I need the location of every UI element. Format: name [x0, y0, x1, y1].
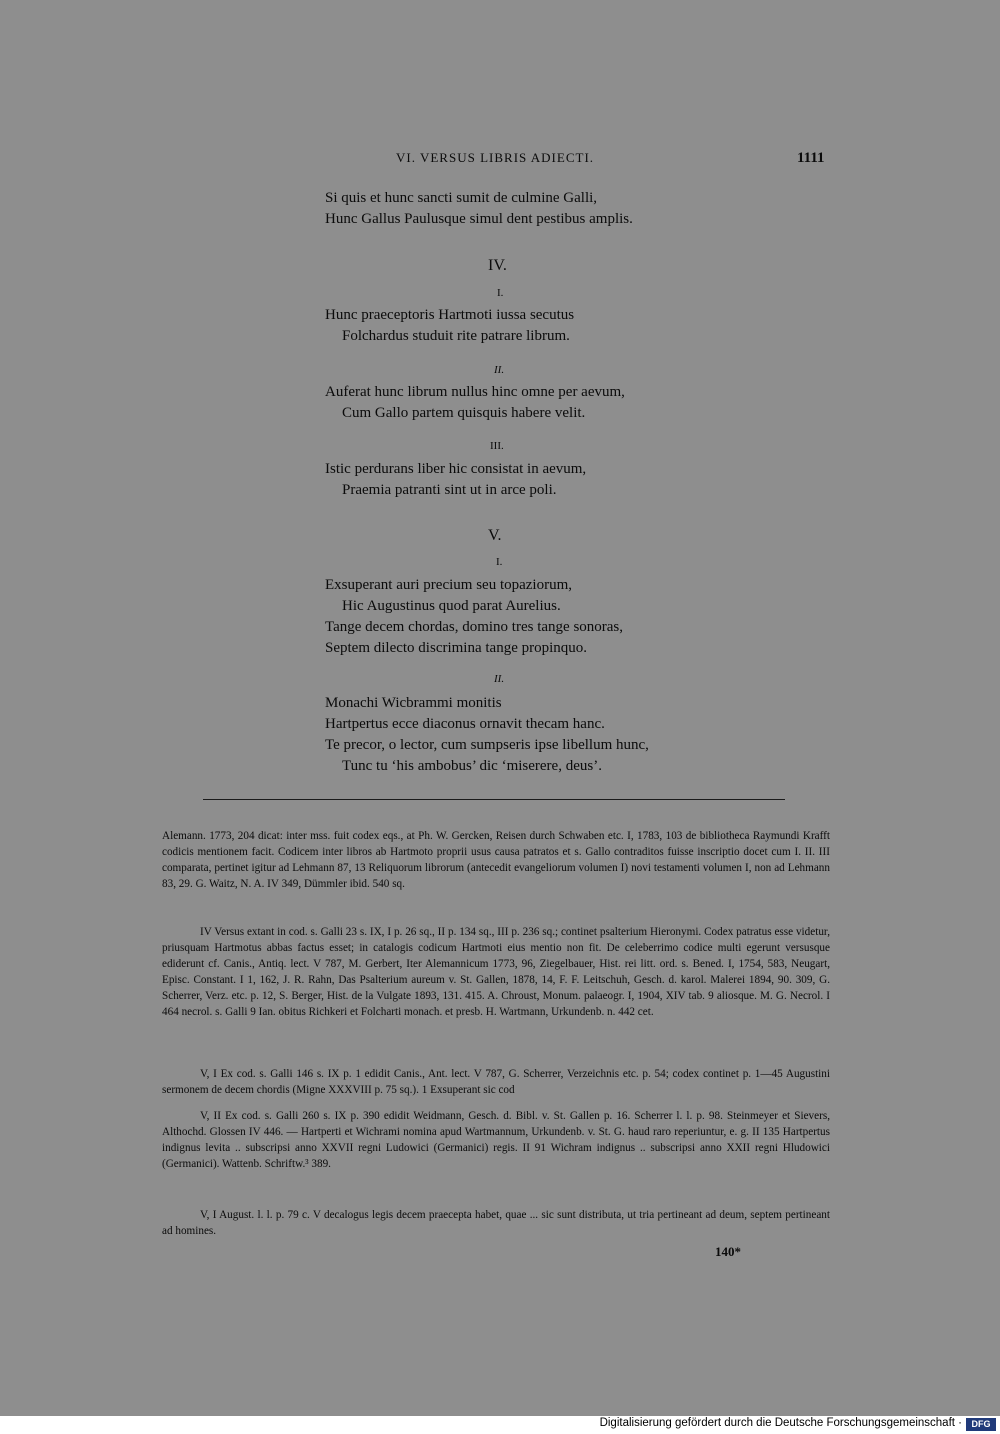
- verse-block: [325, 459, 586, 501]
- verse-line: Hic Augustinus quod parat Aurelius.: [342, 598, 561, 614]
- verse-line: Hartpertus ecce diaconus ornavit thecam hanc.: [325, 716, 605, 732]
- verse-line: Te precor, o lector, cum sumpseris ipse libellum hunc,: [325, 737, 649, 753]
- verse-line: Auferat hunc librum nullus hinc omne per aevum,: [325, 384, 625, 400]
- dfg-logo-icon[interactable]: DFG: [966, 1418, 996, 1431]
- page-number: 1111: [797, 150, 825, 166]
- verse-line: Istic perdurans liber hic consistat in aevum,: [325, 461, 587, 477]
- verse-line: Hunc Gallus Paulusque simul dent pestibus amplis.: [325, 211, 633, 227]
- verse-block: [325, 575, 623, 659]
- verse-block: [325, 693, 649, 777]
- verse-block-top: [325, 188, 633, 230]
- footnote-apparatus: [162, 1066, 830, 1098]
- verse-line: Septem dilecto discrimina tange propinquo.: [325, 640, 588, 656]
- verse-line: Tange decem chordas, domino tres tange sonoras,: [325, 619, 624, 635]
- poem-label: III.: [490, 440, 504, 452]
- footnote-paragraph: V, II Ex cod. s. Galli 260 s. IX p. 390 edidit Weidmann, Gesch. d. Bibl. v. St. Gallen p. 16. Scherrer l. l. p. 98. Steinmeyer et Sievers, Althochd. Glossen IV 446. — Hartperti et Wichrami nomina apud Wartmannum, Urkundenb. v. St. G. haud raro reperiuntur, e. g. II 135 Hartpertus indignus levita .. subscripsi anno XXVII regni Ludowici (Germanici) regis. II 91 Wichram indignus .. subscripsi anno XXII regni Hludowici (Germanici). Wattenb. Schriftw.³ 389.: [162, 1110, 830, 1170]
- running-head: VI. VERSUS LIBRIS ADIECTI.: [396, 150, 595, 165]
- verse-line: Praemia patranti sint ut in arce poli.: [342, 482, 557, 498]
- poem-label: II.: [494, 673, 505, 685]
- footnote-apparatus: [162, 828, 830, 892]
- poem-label: I.: [497, 287, 504, 299]
- verse-block: [325, 305, 574, 347]
- verse-line: Si quis et hunc sancti sumit de culmine Galli,: [325, 190, 598, 206]
- section-numeral: V.: [488, 527, 502, 544]
- signature-mark: 140*: [715, 1244, 741, 1259]
- verse-line: Monachi Wicbrammi monitis: [325, 695, 502, 711]
- footnote-apparatus: [162, 1108, 830, 1172]
- footnote-paragraph: V, I August. l. l. p. 79 c. V decalogus legis decem praecepta habet, quae ... sic sunt distributa, ut tria pertineant ad deum, septem pertineant ad homines.: [162, 1209, 830, 1237]
- footnote-paragraph: Alemann. 1773, 204 dicat: inter mss. fuit codex eqs., at Ph. W. Gercken, Reisen durch Schwaben etc. I, 1783, 103 de bibliotheca Raymundi Krafft codicis mentionem facit. Codicem inter libros ab Hartmoto proprii usus causa patratos et s. Gallo contraditos fuisse inscriptio docet cum I. II. III comparata, pertinet igitur ad Lehmann 87, 13 Reliquorum librorum (antecedit evangeliorum volumen I) novi testamenti volumen I, non ad Lehmann 83, 29. G. Waitz, N. A. IV 349, Dümmler ibid. 540 sq.: [162, 830, 830, 890]
- verse-line: Hunc praeceptoris Hartmoti iussa secutus: [325, 307, 575, 323]
- verse-block: [325, 382, 625, 424]
- verse-line: Cum Gallo partem quisquis habere velit.: [342, 405, 586, 421]
- verse-line: Folchardus studuit rite patrare librum.: [342, 328, 570, 344]
- poem-label: I.: [496, 556, 503, 568]
- verse-line: Tunc tu ‘his ambobus’ dic ‘miserere, deus’.: [342, 758, 602, 774]
- footnote-apparatus: [162, 1207, 830, 1239]
- footnote-paragraph: V, I Ex cod. s. Galli 146 s. IX p. 1 edidit Canis., Ant. lect. V 787, G. Scherrer, Verzeichnis etc. p. 54; codex continet p. 1—45 Augustini sermonem de decem chordis (Migne XXXVIII p. 75 sq.). 1 Exsuperant sic cod: [162, 1068, 830, 1096]
- section-numeral: IV.: [488, 257, 507, 274]
- verse-line: Exsuperant auri precium seu topaziorum,: [325, 577, 573, 593]
- footnote-apparatus: [162, 924, 830, 1020]
- footnote-paragraph: IV Versus extant in cod. s. Galli 23 s. IX, I p. 26 sq., II p. 134 sq., III p. 236 sq.; continet psalterium Hieronymi. Codex patratus esse videtur, priusquam Hartmotus abbas factus esset; in catalogis codicum Hartmoti eius mentio non fit. De celeberrimo codice multi egerunt versusque ediderunt cf. Canis., Antiq. lect. V 787, M. Gerbert, Iter Alemannicum 1773, 96, Ziegelbauer, Hist. rei litt. ord. s. Bened. I, 1754, 583, Neugart, Episc. Constant. I 1, 162, J. R. Rahn, Das Psalterium aureum v. St. Gallen, 1878, 14, F. F. Leitschuh, Gesch. d. karol. Malerei 1894, 90. 309, G. Scherrer, Verz. etc. p. 12, S. Berger, Hist. de la Vulgate 1893, 131. 415. A. Chroust, Monum. palaeogr. I, 1904, XIV tab. 9 aliosque. M. G. Necrol. I 464 necrol. s. Galli 9 Ian. obitus Richkeri et Folcharti monach. et presb. H. Wartmann, Urkundenb. n. 442 cet.: [162, 926, 830, 1018]
- footnote-divider: [203, 799, 785, 800]
- funding-notice: Digitalisierung gefördert durch die Deutsche Forschungsgemeinschaft ·: [599, 1417, 962, 1429]
- poem-label: II.: [494, 364, 505, 376]
